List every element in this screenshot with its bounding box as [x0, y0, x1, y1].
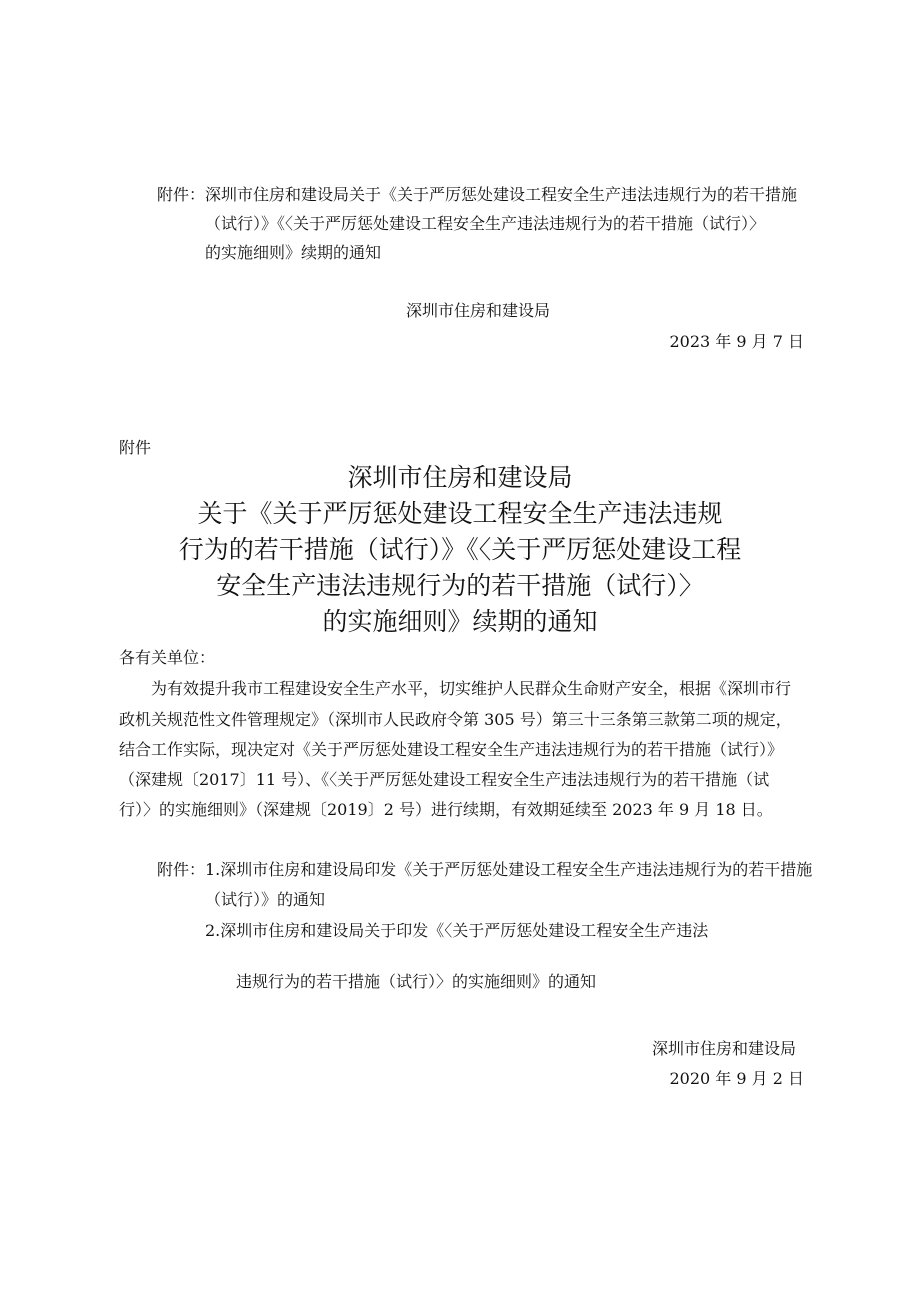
body-line-2: 政机关规范性文件管理规定》（深圳市人民政府令第 305 号）第三十三条第三款第二项的规定， [119, 710, 792, 729]
title-line-5: 的实施细则》续期的通知 [322, 607, 598, 636]
attachment-item-1-line-1: 附件：1.深圳市住房和建设局印发《关于严厉惩处建设工程安全生产违法违规行为的若干措施 [157, 860, 813, 879]
top-notice-line-1: 附件：深圳市住房和建设局关于《关于严厉惩处建设工程安全生产违法违规行为的若干措施 [157, 185, 798, 204]
title-line-3: 行为的若干措施（试行）》《〈关于严厉惩处建设工程 [178, 535, 742, 564]
top-notice-issuer: 深圳市住房和建设局 [406, 301, 551, 320]
body-line-3: 结合工作实际，现决定对《关于严厉惩处建设工程安全生产违法违规行为的若干措施（试行）》 [119, 740, 784, 759]
top-notice-line-2: （试行）》《〈关于严厉惩处建设工程安全生产违法违规行为的若干措施（试行）〉 [205, 214, 766, 233]
salutation: 各有关单位： [119, 648, 216, 667]
top-notice-line-3: 的实施细则》续期的通知 [205, 243, 382, 262]
signature-issuer: 深圳市住房和建设局 [652, 1039, 797, 1058]
top-notice-date: 2023 年 9 月 7 日 [669, 332, 804, 351]
title-line-2: 关于《关于严厉惩处建设工程安全生产违法违规 [197, 499, 723, 528]
attachment-item-2-line-1: 2.深圳市住房和建设局关于印发《〈关于严厉惩处建设工程安全生产违法 [205, 921, 709, 940]
body-line-1: 为有效提升我市工程建设安全生产水平，切实维护人民群众生命财产安全，根据《深圳市行 [151, 679, 792, 698]
body-line-5: 行）〉的实施细则》（深建规〔2019〕2 号）进行续期，有效期延续至 2023 年 9 月 18 日。 [119, 800, 773, 819]
attachment-label: 附件 [119, 438, 152, 457]
title-line-4: 安全生产违法违规行为的若干措施（试行）〉 [216, 571, 704, 600]
attachment-item-2-line-2: 违规行为的若干措施（试行）〉的实施细则》的通知 [236, 972, 597, 991]
title-line-1: 深圳市住房和建设局 [347, 463, 573, 492]
signature-date: 2020 年 9 月 2 日 [669, 1069, 804, 1088]
body-line-4: （深建规〔2017〕11 号）、《〈关于严厉惩处建设工程安全生产违法违规行为的若干措施（试 [119, 770, 770, 789]
attachment-item-1-line-2: （试行）》的通知 [205, 890, 326, 909]
